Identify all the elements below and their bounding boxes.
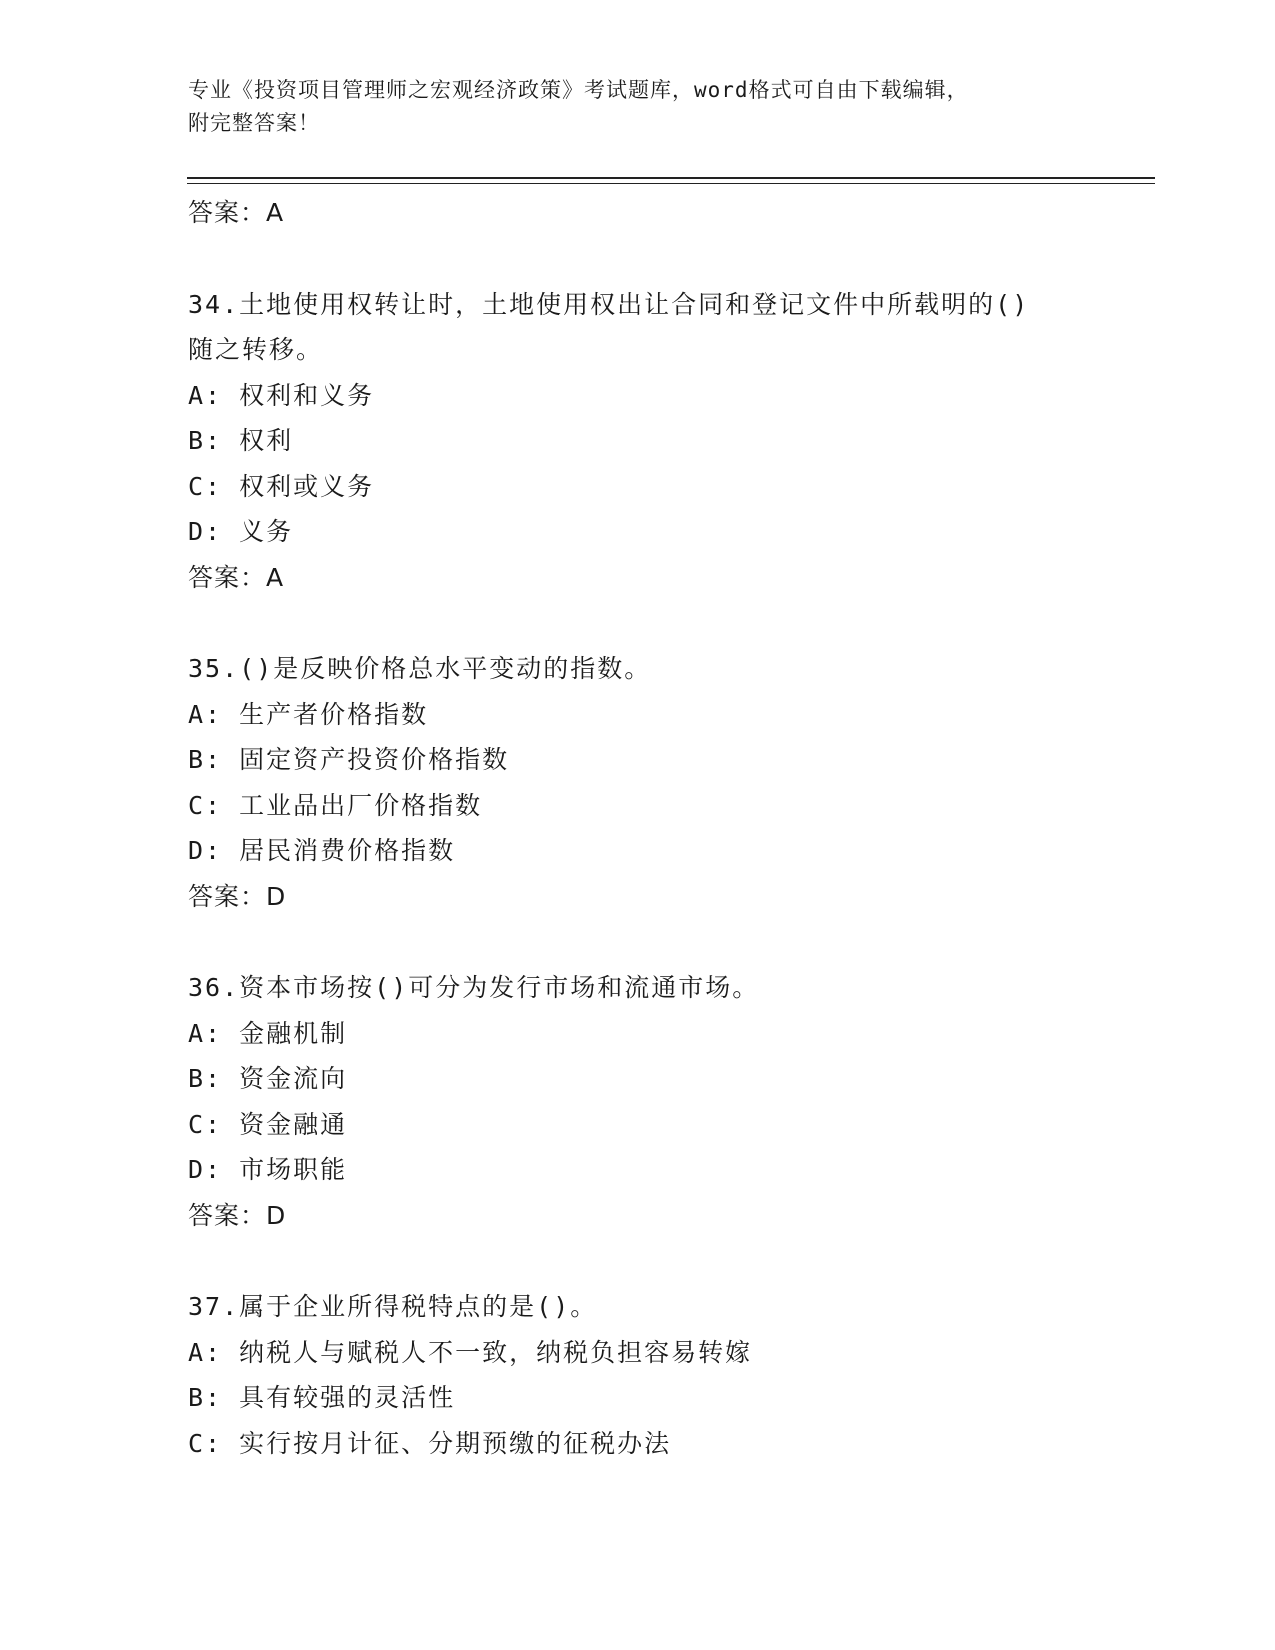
option-b: B: 资金流向 xyxy=(188,1064,348,1093)
question-34 xyxy=(188,282,1088,601)
question-35 xyxy=(188,646,1088,919)
header-line-1: 专业《投资项目管理师之宏观经济政策》考试题库，word格式可自由下载编辑， xyxy=(188,78,969,102)
question-36 xyxy=(188,965,1088,1238)
spacer xyxy=(188,1238,1088,1284)
question-text: 37.属于企业所得税特点的是()。 xyxy=(188,1292,598,1321)
question-list xyxy=(188,190,1088,1466)
spacer xyxy=(188,236,1088,282)
option-c: C: 工业品出厂价格指数 xyxy=(188,790,483,820)
answer-line: 答案：A xyxy=(188,562,285,592)
option-b: B: 固定资产投资价格指数 xyxy=(188,745,510,774)
option-a: A: 纳税人与赋税人不一致，纳税负担容易转嫁 xyxy=(188,1337,753,1367)
option-d: D: 居民消费价格指数 xyxy=(188,836,456,865)
option-c: C: 实行按月计征、分期预缴的征税办法 xyxy=(188,1428,672,1458)
option-a: A: 权利和义务 xyxy=(188,380,375,410)
option-c: C: 权利或义务 xyxy=(188,471,375,501)
spacer xyxy=(188,919,1088,965)
question-text: 随之转移。 xyxy=(188,335,324,364)
option-a: A: 生产者价格指数 xyxy=(188,699,429,729)
question-37 xyxy=(188,1284,1088,1466)
question-text: 34.土地使用权转让时，土地使用权出让合同和登记文件中所载明的() xyxy=(188,289,1030,319)
document-header xyxy=(188,74,1088,140)
answer-line: 答案：A xyxy=(188,198,285,227)
spacer xyxy=(188,600,1088,646)
answer-line: 答案：D xyxy=(188,1200,287,1230)
header-line-2: 附完整答案！ xyxy=(188,111,320,135)
header-rule-thin xyxy=(187,183,1155,184)
option-c: C: 资金融通 xyxy=(188,1109,348,1139)
option-b: B: 权利 xyxy=(188,426,294,455)
header-rule-thick xyxy=(187,177,1155,179)
question-text: 36.资本市场按()可分为发行市场和流通市场。 xyxy=(188,973,760,1002)
option-d: D: 义务 xyxy=(188,517,294,546)
option-b: B: 具有较强的灵活性 xyxy=(188,1383,456,1412)
option-a: A: 金融机制 xyxy=(188,1018,348,1048)
answer-line: 答案：D xyxy=(188,881,287,911)
question-text: 35.()是反映价格总水平变动的指数。 xyxy=(188,654,652,683)
option-d: D: 市场职能 xyxy=(188,1155,348,1184)
